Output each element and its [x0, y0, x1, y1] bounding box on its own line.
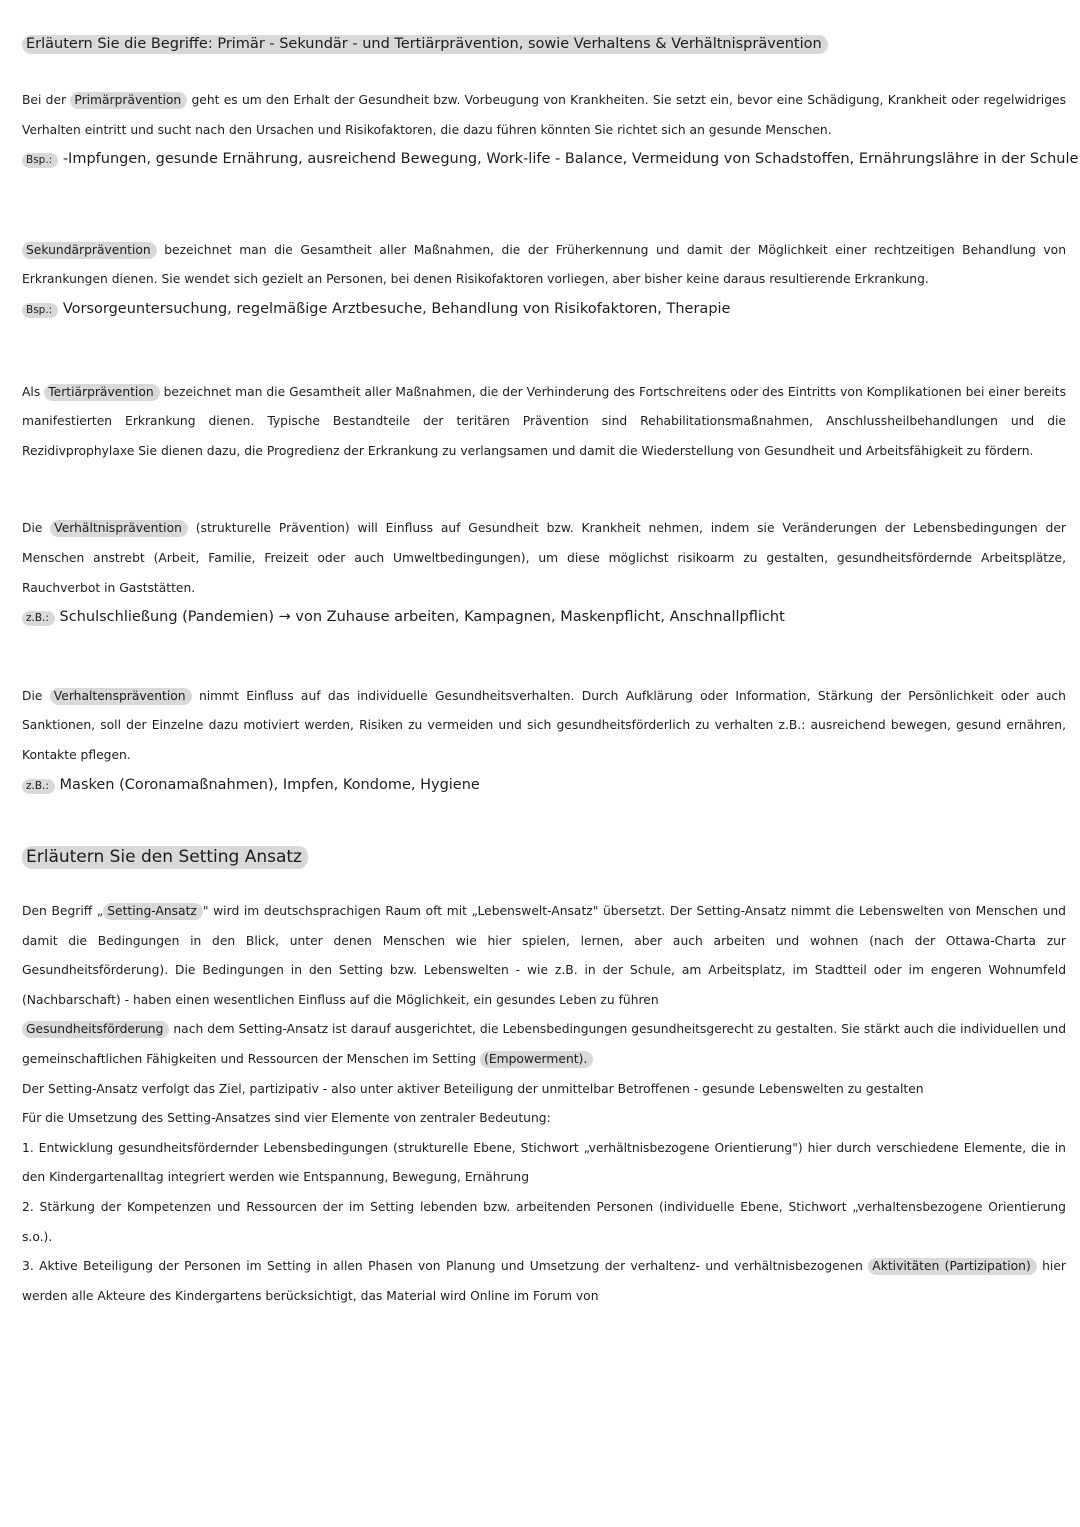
term-behavioral-prevention: Verhaltensprävention: [50, 688, 192, 705]
setting-intro: Den Begriff „ Setting-Ansatz " wird im deutschsprachigen Raum oft mit „Lebenswelt-Ansatz" übersetzt. Der Setting-Ansatz nimmt die Lebenswelten von Menschen und damit die Bedingungen in den Blick, unter denen Menschen wie hier spielen, lernen, aber auch arbeiten und wohnen (nach der Ottawa-Charta zur Gesundheitsförderung). Die Bedingungen in den Setting bzw. Lebenswelten - wie z.B. in der Schule, am Arbeitsplatz, im Stadtteil oder im engeren Wohnumfeld (Nachbarschaft) - haben einen wesentlichen Einfluss auf die Möglichkeit, ein gesundes Leben zu führen: [22, 904, 1066, 1007]
example-tag: z.B.:: [22, 779, 55, 794]
behavioral-prevention-text: Die Verhaltensprävention nimmt Einfluss auf das individuelle Gesundheitsverhalten. Durch Aufklärung oder Information, Stärkung der Persönlichkeit oder auch Sanktionen, soll der Einzelne dazu motiviert werden, Risiken zu vermeiden und sich gesundheitsförderlich zu verhalten z.B.: ausreichend bewegen, gesund ernähren, Kontakte pflegen.: [22, 688, 1066, 762]
primary-prevention-text: Bei der Primärprävention geht es um den Erhalt der Gesundheit bzw. Vorbeugung von Krankheiten. Sie setzt ein, bevor eine Schädigung, Krankheit oder regelwidriges Verhalten eintritt und sucht nach den Ursachen und Risikofaktoren, die dazu führen könnten Sie richtet sich an gesunde Menschen.: [22, 93, 1066, 137]
section-setting-approach: [22, 897, 1066, 1311]
term-primary-prevention: Primärprävention: [70, 92, 187, 109]
section-primary-prevention: [22, 86, 1079, 176]
setting-goal: Der Setting-Ansatz verfolgt das Ziel, partizipativ - also unter aktiver Beteiligung der unmittelbar Betroffenen - gesunde Lebenswelten zu gestalten: [22, 1081, 924, 1096]
element-2-number: 2.: [22, 1200, 34, 1215]
element-1-number: 1.: [22, 1140, 34, 1155]
term-participation: Aktivitäten (Partizipation): [868, 1258, 1036, 1275]
element-3-number: 3.: [22, 1259, 34, 1274]
structural-prevention-text: Die Verhältnisprävention (strukturelle Prävention) will Einfluss auf Gesundheit bzw. Krankheit nehmen, indem sie Veränderungen der Lebensbedingungen der Menschen anstrebt (Arbeit, Familie, Freizeit oder auch Umweltbedingungen), um diese möglichst risikoarm zu gestalten, gesundheitsfördernde Arbeitsplätze, Rauchverbot in Gaststätten.: [22, 521, 1066, 595]
health-promotion-text: Gesundheitsförderung nach dem Setting-Ansatz ist darauf ausgerichtet, die Lebensbedingungen gesundheitsgerecht zu gestalten. Sie stärkt auch die individuellen und gemeinschaftlichen Fähigkeiten und Ressourcen der Menschen im Setting (Empowerment).: [22, 1022, 1066, 1067]
behavioral-prevention-example: z.B.: Masken (Coronamaßnahmen), Impfen, Kondome, Hygiene: [22, 771, 1066, 802]
element-3: 3. Aktive Beteiligung der Personen im Setting in allen Phasen von Planung und Umsetzung der verhaltenz- und verhältnisbezogenen Aktivitäten (Partizipation) hier werden alle Akteure des Kindergartens berücksichtigt, das Material wird Online im Forum von: [22, 1259, 1066, 1303]
term-empowerment: (Empowerment).: [480, 1051, 593, 1068]
secondary-prevention-example: Bsp.: Vorsorgeuntersuchung, regelmäßige Arztbesuche, Behandlung von Risikofaktoren, Therapie: [22, 295, 1066, 326]
term-secondary-prevention: Sekundärprävention: [22, 242, 157, 259]
setting-elements-intro: Für die Umsetzung des Setting-Ansatzes sind vier Elemente von zentraler Bedeutung:: [22, 1111, 551, 1126]
section-secondary-prevention: [22, 236, 1066, 326]
question-1-title: Erläutern Sie die Begriffe: Primär - Sekundär - und Tertiärprävention, sowie Verhaltens & Verhältnisprävention: [22, 35, 828, 54]
element-1: 1. Entwicklung gesundheitsfördernder Lebensbedingungen (strukturelle Ebene, Stichwort „verhältnisbezogene Orientierung") hier durch verschiedene Elemente, die in den Kindergartenalltag integriert werden wie Entspannung, Bewegung, Ernährung: [22, 1140, 1066, 1185]
term-health-promotion: Gesundheitsförderung: [22, 1021, 169, 1038]
term-tertiary-prevention: Tertiärprävention: [44, 384, 159, 401]
term-setting-approach: Setting-Ansatz: [103, 903, 203, 920]
term-structural-prevention: Verhältnisprävention: [50, 520, 188, 537]
section-behavioral-prevention: [22, 682, 1066, 801]
section-structural-prevention: [22, 514, 1066, 633]
element-2: 2. Stärkung der Kompetenzen und Ressourcen der im Setting lebenden bzw. arbeitenden Personen (individuelle Ebene, Stichwort „verhaltensbezogene Orientierung s.o.).: [22, 1200, 1066, 1244]
section-tertiary-prevention: [22, 378, 1066, 467]
secondary-prevention-text: Sekundärprävention bezeichnet man die Gesamtheit aller Maßnahmen, die der Früherkennung und damit der Möglichkeit einer rechtzeitigen Behandlung von Erkrankungen dienen. Sie wendet sich gezielt an Personen, bei denen Risikofaktoren vorliegen, aber bisher keine daraus resultierende Erkrankung.: [22, 242, 1066, 287]
example-tag: Bsp.:: [22, 303, 58, 318]
primary-prevention-example: Bsp.: -Impfungen, gesunde Ernährung, ausreichend Bewegung, Work-life - Balance, Vermeidung von Schadstoffen, Ernährungslähre in der Schule: [22, 145, 1066, 176]
tertiary-prevention-text: Als Tertiärprävention bezeichnet man die Gesamtheit aller Maßnahmen, die der Verhinderung des Fortschreitens oder des Eintritts von Komplikationen bei einer bereits manifestierten Erkrankung dienen. Typische Bestandteile der teritären Prävention sind Rehabilitationsmaßnahmen, Anschlussheilbehandlungen und die Rezidivprophylaxe Sie dienen dazu, die Progredienz der Erkrankung zu verlangsamen und damit die Wiederstellung von Gesundheit und Arbeitsfähigkeit zu fördern.: [22, 384, 1066, 458]
example-tag: z.B.:: [22, 611, 55, 626]
question-2-title: Erläutern Sie den Setting Ansatz: [22, 846, 308, 869]
structural-prevention-example: z.B.: Schulschließung (Pandemien) → von Zuhause arbeiten, Kampagnen, Maskenpflicht, Anschnallpflicht: [22, 603, 1066, 634]
example-tag: Bsp.:: [22, 153, 58, 168]
question-1: [22, 34, 1066, 54]
question-2: [22, 847, 1066, 867]
